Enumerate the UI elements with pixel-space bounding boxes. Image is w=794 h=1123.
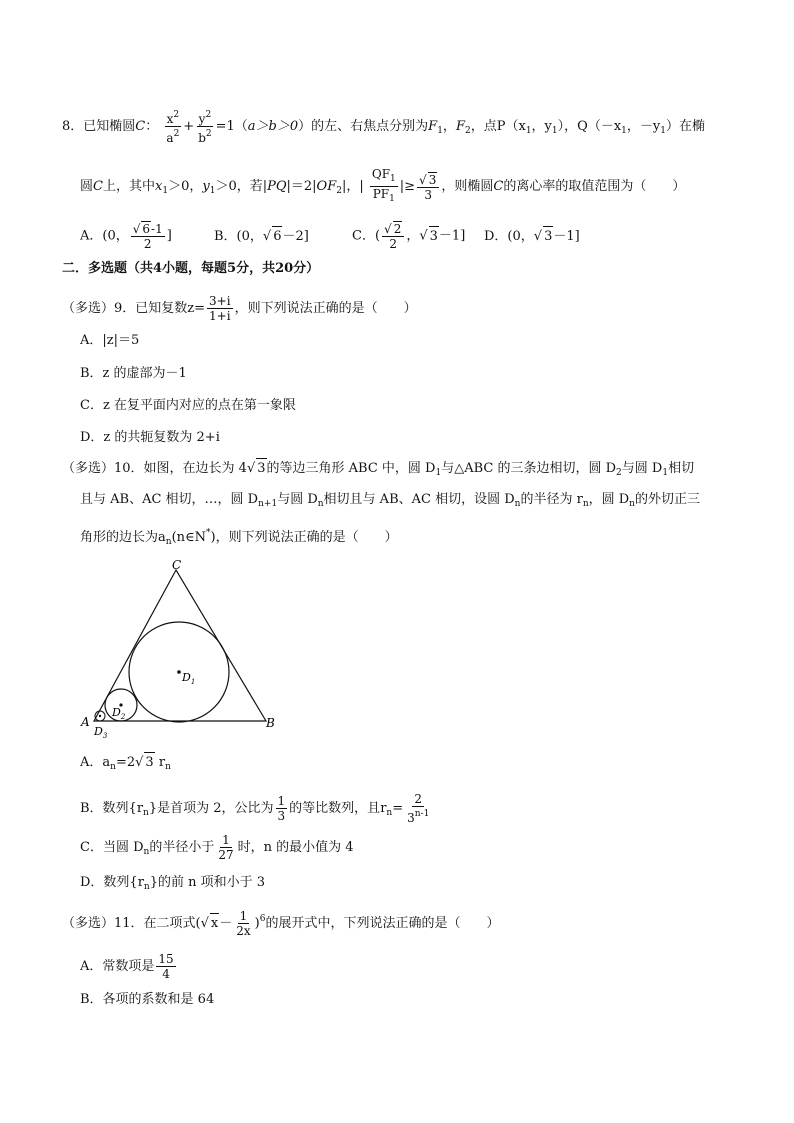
q8-option-b: B．(0，√ 6－2]: [214, 226, 352, 247]
q10-option-a: A．$a_n=2√$ 3 $r_n$: [80, 752, 171, 777]
q9-stem: （多选）9．已知复数z= $\frac{3+i}{1+i}$ ，则下列说法正确的是（ ）: [62, 294, 417, 323]
q11-option-a: A．常数项是 $\frac{15}{4}$: [80, 952, 174, 981]
fraction: $\frac{y^2}{b^2}$: [198, 110, 212, 145]
q8-options: [80, 221, 580, 251]
q8-line-1: 8．已知椭圆C： $\frac{x^2}{a^2}$ + $\frac{y^2}{b^2}$ =1（a＞b＞0）的左、右焦点分别为$F_1$，$F_2$，点$P(x_1$，$y_1$），$Q(-x_1$，$-y_1$）在椭: [62, 110, 705, 145]
q8-option-d: D．(0，√ 3－1]: [484, 229, 580, 244]
label-d1: $D_1$: [182, 671, 196, 686]
fraction: $\frac{3+i}{1+i}$: [209, 294, 231, 323]
label-d3: $D_3$: [94, 725, 108, 738]
q10-line-2: 且与 AB、AC 相切，…，圆 $D_{n+1}$与圆 $D_n$相切且与 AB、AC 相切，设圆 $D_n$的半径为 $r_n$，圆 $D_n$的外切正三: [80, 492, 700, 509]
triangle-figure: [80, 558, 290, 738]
q9-option-b: B．z 的虚部为－1: [80, 366, 187, 381]
fraction: $\frac{√ 3}{3}$: [417, 172, 439, 202]
q10-line-1: （多选）10．如图，在边长为 4√ 3的等边三角形 ABC 中，圆 $D_1$与△ABC 的三条边相切，圆 $D_2$与圆 $D_1$相切: [62, 458, 694, 483]
fraction: $\frac{x^2}{a^2}$: [166, 110, 180, 145]
q10-option-c: C．当圆 $D_n$的半径小于 $\frac{1}{27}$ 时，n 的最小值为 4: [80, 833, 354, 862]
q11-stem: （多选）11．在二项式(√ x－ $\frac{1}{2x}$ )$^6$的展开式中，下列说法正确的是（ ）: [62, 909, 500, 938]
q11-option-b: B．各项的系数和是 64: [80, 992, 215, 1007]
q8-option-a: A．(0， $\frac{√ 6-1}{2}$ ]: [80, 222, 172, 251]
section-title: 二．多选题（共4小题，每题5分，共20分）: [62, 261, 320, 276]
label-a: A: [81, 715, 90, 729]
q10-option-b: B．数列$\{r_n\}$是首项为 2，公比为 $\frac{1}{3}$ 的等比数列，且$r_n=$ $\frac{2}{3^{n-1}}$: [80, 792, 430, 825]
label-c: C: [172, 558, 182, 572]
triangle-abc: [94, 570, 266, 721]
fraction: $\frac{QF_1}{PF_1}$: [371, 167, 396, 204]
q9-option-d: D．z 的共轭复数为 2+i: [80, 430, 220, 445]
q9-option-c: C．z 在复平面内对应的点在第一象限: [80, 398, 296, 413]
label-d2: $D_2$: [112, 706, 126, 721]
q10-line-3: 角形的边长为$a_n(n\in N^*)$，则下列说法正确的是（ ）: [80, 528, 398, 547]
center-d3: [99, 715, 101, 717]
q8-option-c: C．( $\frac{√ 2}{2}$ ，√ 3－1]: [352, 222, 466, 251]
q8-line-2: 圆C上，其中$x_1>0$，$y_1>0$，若$|PQ|=2|OF_2|$，| $\frac{QF_1}{PF_1}$ |≥ $\frac{√ 3}{3}$ ，则椭圆C的离心率的取值范围为（ ）: [80, 167, 686, 204]
label-b: B: [266, 716, 275, 730]
center-d1: [177, 670, 181, 674]
q10-option-d: D．数列$\{r_n\}$的前 n 项和小于 3: [80, 875, 266, 892]
q9-option-a: A．|z|＝5: [80, 333, 140, 348]
